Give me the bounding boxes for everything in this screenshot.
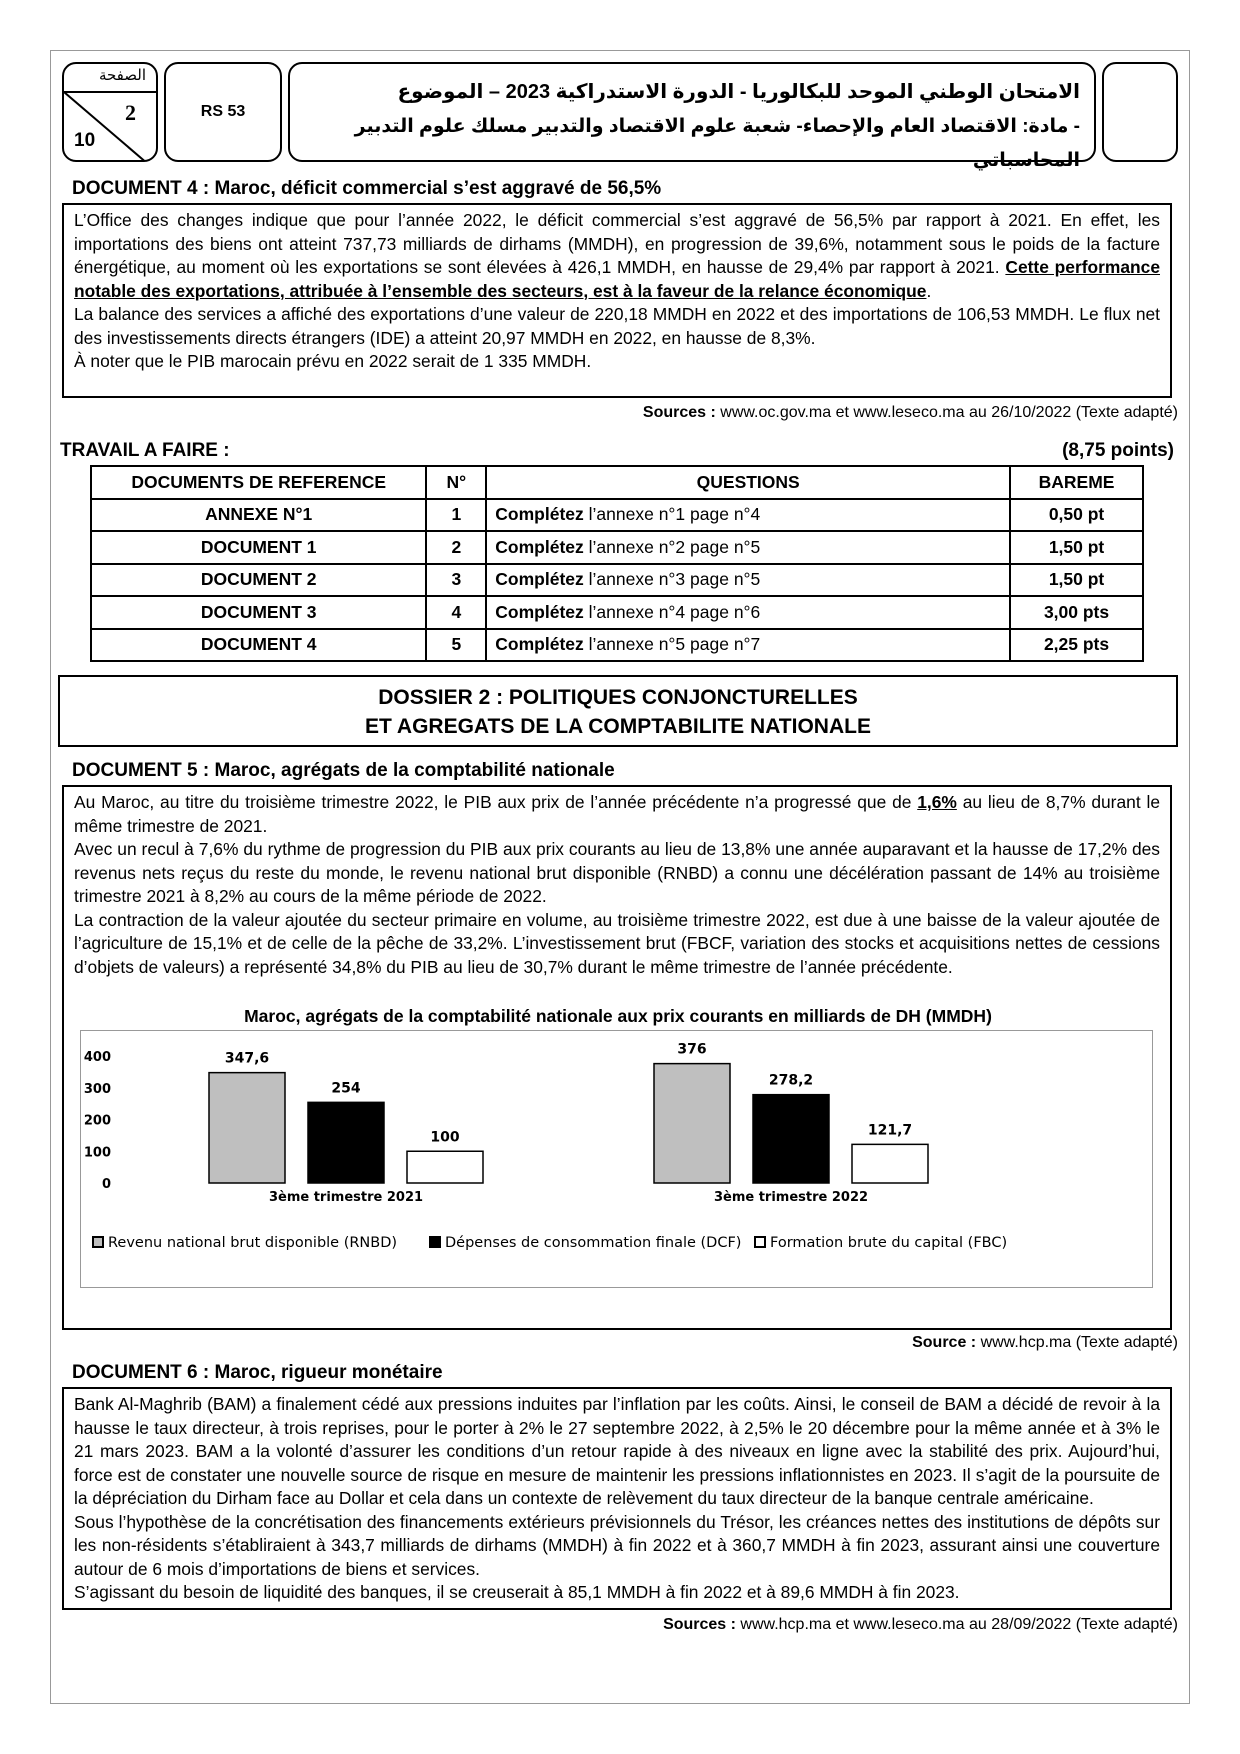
row-question	[486, 564, 1010, 597]
table-row	[91, 499, 1143, 532]
table-row	[91, 531, 1143, 564]
header-bareme: BAREME	[1010, 466, 1143, 499]
page-number-box	[62, 62, 158, 162]
header-docs: DOCUMENTS DE REFERENCE	[91, 466, 426, 499]
exam-code: RS 53	[164, 62, 282, 162]
chart-frame	[80, 1030, 1153, 1288]
exam-title-line1: الامتحان الوطني الموحد للبكالوريا - الدورة الاستدراكية 2023 – الموضوع	[397, 81, 1080, 103]
doc5-source-label: Source :	[912, 1334, 977, 1351]
y-tick-label: 100	[83, 1145, 111, 1161]
bar-value-label: 121,7	[867, 1122, 913, 1139]
doc6-p2: Sous l’hypothèse de la concrétisation des financements extérieurs prévisionnels du Trésor, les créances nettes des institutions de dépôts sur les non-résidents s’établiraient à 343,7 milliards de dirhams (MMDH) à fin 2022 et à 360,7 MMDH à fin 2023, assurant ainsi une couverture autour de 6 mois d’importations de biens et services.	[74, 1511, 1160, 1579]
doc4-text	[62, 203, 1172, 398]
bar-value-label: 347,6	[224, 1050, 270, 1067]
row-question-verb: Complétez	[495, 504, 584, 525]
doc6-p3: S’agissant du besoin de liquidité des banques, il se creuserait à 85,1 MMDH à fin 2022 et à 89,6 MMDH à fin 2023.	[74, 1582, 960, 1602]
row-doc: ANNEXE N°1	[91, 499, 426, 532]
row-question-verb: Complétez	[495, 536, 584, 557]
doc4-p1-end: .	[926, 280, 932, 301]
row-num: 5	[426, 629, 486, 662]
row-num: 3	[426, 564, 486, 597]
chart-title: Maroc, agrégats de la comptabilité nationale aux prix courants en milliards de DH (MMDH)	[244, 1006, 992, 1026]
travail-title: TRAVAIL A FAIRE :	[60, 440, 230, 461]
travail-table	[90, 465, 1144, 662]
dossier2-line2: ET AGREGATS DE LA COMPTABILITE NATIONALE	[365, 715, 871, 738]
legend-label: Dépenses de consommation finale (DCF)	[445, 1235, 742, 1251]
table-header-row	[91, 466, 1143, 499]
row-question-rest: l’annexe n°1 page n°4	[583, 504, 761, 525]
empty-header-box	[1102, 62, 1178, 162]
dossier2-line1: DOSSIER 2 : POLITIQUES CONJONCTURELLES	[378, 686, 858, 709]
doc4-source	[643, 404, 1178, 422]
bar-value-label: 254	[331, 1080, 361, 1097]
row-bareme: 3,00 pts	[1010, 596, 1143, 629]
table-row	[91, 629, 1143, 662]
doc6-p1: Bank Al-Maghrib (BAM) a finalement cédé aux pressions induites par l’inflation par les coûts. Ainsi, le conseil de BAM a décidé de revoir à la hausse le taux directeur, à trois reprises, pour le porter à 2% le 27 septembre 2022, à 2,5% le 20 décembre pour la même année et à 3% le 21 mars 2023. BAM a la volonté d’assurer les conditions d’un retour rapide à des niveaux en ligne avec la stabilité des prix. Aujourd’hui, force est de constater une nouvelle source de risque en mesure de maintenir les pressions inflationnistes en 2023. Il s’agit de la poursuite de la dépréciation du Dirham face au Dollar et cela dans un contexte de relèvement du taux directeur de la banque centrale américaine.	[74, 1394, 1160, 1508]
page-total: 10	[74, 130, 96, 151]
doc4-p1-underlined: Cette performance notable des exportations, attribuée à l’ensemble des secteurs, est à la faveur de la relance économique	[74, 257, 1160, 301]
dossier2-banner	[58, 675, 1178, 747]
doc6-source	[663, 1616, 1178, 1634]
doc6-source-text: www.hcp.ma et www.leseco.ma au 28/09/2022 (Texte adapté)	[735, 1616, 1178, 1633]
page-number: 2	[125, 100, 136, 125]
row-question-rest: l’annexe n°5 page n°7	[583, 634, 761, 655]
doc4-p1-start: L’Office des changes indique que pour l’année 2022, le déficit commercial s’est aggravé de 56,5% par rapport à 2021. En effet, les importations des biens ont atteint 737,73 milliards de dirhams (MMDH), en progression de 39,6%, notamment sous le poids de la facture énergétique, au moment où les exportations se sont élevées à 426,1 MMDH, en hausse de 29,4% par rapport à 2021.	[74, 210, 1160, 277]
doc6-text	[62, 1387, 1172, 1610]
row-doc: DOCUMENT 1	[91, 531, 426, 564]
header-num: N°	[426, 466, 486, 499]
y-tick-label: 0	[101, 1177, 111, 1192]
row-bareme: 1,50 pt	[1010, 564, 1143, 597]
y-tick-label: 200	[83, 1113, 111, 1129]
bar	[209, 1073, 285, 1183]
doc5-source	[912, 1334, 1178, 1352]
y-tick-label: 400	[83, 1050, 111, 1065]
doc4-title: DOCUMENT 4 : Maroc, déficit commercial s’est aggravé de 56,5%	[72, 178, 662, 199]
row-num: 4	[426, 596, 486, 629]
bar	[654, 1064, 730, 1183]
exam-title-line2: - مادة: الاقتصاد العام والإحصاء- شعبة علوم الاقتصاد والتدبير مسلك علوم التدبير المحاسباتي	[354, 116, 1080, 171]
doc4-p3: À noter que le PIB marocain prévu en 2022 serait de 1 335 MMDH.	[74, 351, 592, 371]
doc4-source-text: www.oc.gov.ma et www.leseco.ma au 26/10/2022 (Texte adapté)	[715, 404, 1178, 421]
row-question	[486, 499, 1010, 532]
legend-swatch	[755, 1237, 765, 1247]
doc5-p2: Avec un recul à 7,6% du rythme de progression du PIB aux prix courants au lieu de 13,8% une année auparavant et la hausse de 17,2% des revenus nets reçus du reste du monde, le revenu national brut disponible (RNBD) a connu une décélération passant de 14% au troisième trimestre 2021 à 8,2% au cours de la même période de 2022.	[74, 839, 1160, 906]
bar	[852, 1144, 928, 1183]
legend-swatch	[430, 1237, 440, 1247]
row-doc: DOCUMENT 3	[91, 596, 426, 629]
row-question-rest: l’annexe n°3 page n°5	[583, 569, 761, 590]
bar	[407, 1151, 483, 1183]
doc5-p1-start: Au Maroc, au titre du troisième trimestre 2022, le PIB aux prix de l’année précédente n’a progressé que de	[74, 792, 918, 812]
row-bareme: 1,50 pt	[1010, 531, 1143, 564]
bar-chart	[81, 1031, 1154, 1289]
row-question-rest: l’annexe n°2 page n°5	[583, 536, 761, 557]
row-question	[486, 531, 1010, 564]
bar	[308, 1102, 384, 1183]
bar	[753, 1095, 829, 1183]
doc5-title: DOCUMENT 5 : Maroc, agrégats de la comptabilité nationale	[72, 760, 615, 781]
row-doc: DOCUMENT 4	[91, 629, 426, 662]
doc6-title: DOCUMENT 6 : Maroc, rigueur monétaire	[72, 1362, 443, 1383]
legend-swatch	[93, 1237, 103, 1247]
header-questions: QUESTIONS	[486, 466, 1010, 499]
doc4-source-label: Sources :	[642, 404, 716, 421]
row-bareme: 0,50 pt	[1010, 499, 1143, 532]
y-tick-label: 300	[83, 1081, 111, 1097]
doc6-source-label: Sources :	[663, 1616, 736, 1633]
row-question-verb: Complétez	[495, 569, 584, 590]
row-question	[486, 596, 1010, 629]
table-row	[91, 564, 1143, 597]
doc4-p2: La balance des services a affiché des exportations d’une valeur de 220,18 MMDH en 2022 et des importations de 106,53 MMDH. Le flux net des investissements directs étrangers (IDE) a atteint 20,97 MMDH en 2022, en hausse de 8,3%.	[74, 304, 1160, 348]
row-question-rest: l’annexe n°4 page n°6	[583, 601, 761, 622]
row-num: 2	[426, 531, 486, 564]
doc5-p1-end: au lieu de 8,7% durant le même trimestre de 2021.	[74, 792, 1160, 836]
row-doc: DOCUMENT 2	[91, 564, 426, 597]
table-row	[91, 596, 1143, 629]
exam-title	[288, 62, 1096, 171]
legend-label: Formation brute du capital (FBC)	[770, 1235, 1008, 1251]
doc5-source-text: www.hcp.ma (Texte adapté)	[976, 1334, 1178, 1351]
row-question-verb: Complétez	[495, 634, 584, 655]
bar-value-label: 376	[677, 1041, 707, 1058]
row-num: 1	[426, 499, 486, 532]
bar-value-label: 278,2	[768, 1072, 814, 1089]
row-bareme: 2,25 pts	[1010, 629, 1143, 662]
travail-points: (8,75 points)	[1062, 440, 1174, 461]
doc5-p3: La contraction de la valeur ajoutée du secteur primaire en volume, au troisième trimestre 2022, est due à une baisse de la valeur ajoutée de l’agriculture de 15,1% et de celle de la pêche de 33,2%. L’investissement brut (FBCF, variation des stocks et acquisitions nettes de cessions d’objets de valeurs) a représenté 34,8% du PIB au lieu de 30,7% durant le même trimestre de l’année précédente.	[74, 909, 1160, 977]
x-category-label: 3ème trimestre 2021	[268, 1190, 424, 1205]
legend-label: Revenu national brut disponible (RNBD)	[108, 1235, 398, 1251]
page-label: الصفحة	[98, 67, 146, 84]
row-question-verb: Complétez	[495, 601, 584, 622]
row-question	[486, 629, 1010, 662]
bar-value-label: 100	[430, 1129, 460, 1146]
doc5-p1-underlined: 1,6%	[917, 792, 957, 812]
x-category-label: 3ème trimestre 2022	[713, 1190, 869, 1205]
